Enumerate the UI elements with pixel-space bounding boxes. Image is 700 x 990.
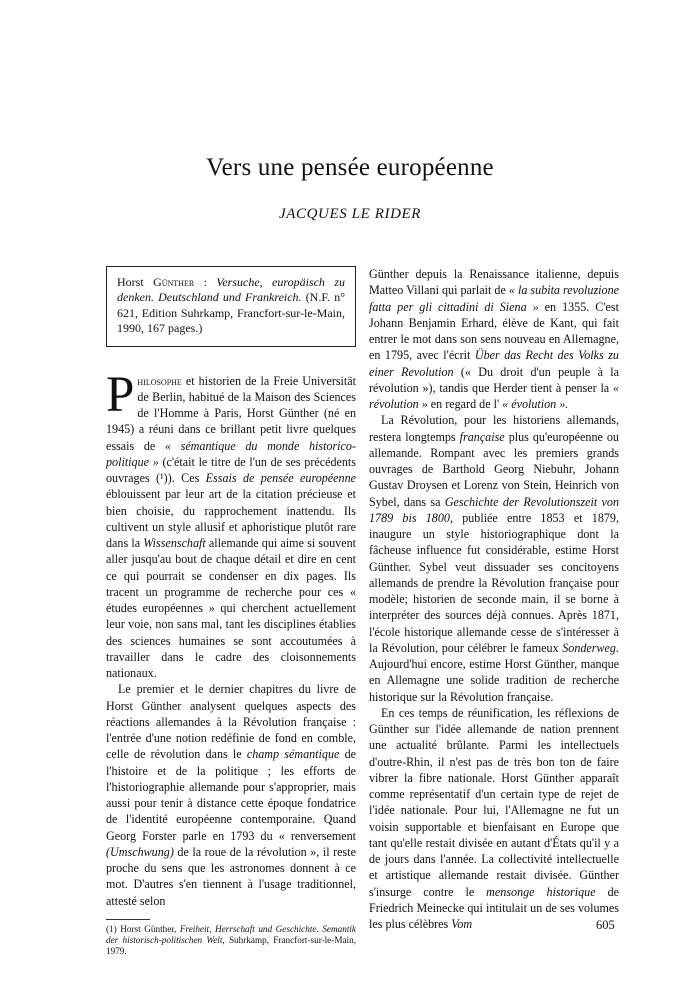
- paragraph: La Révolution, pour les historiens allemands, restera longtemps française plus qu'européenne ou allemande. Rompant avec les premiers grands ouvrages de Barthold Georg Niebuhr, Johann Gustav Droysen et Lorenz von Stein, Heinrich von Sybel, dans sa Geschichte der Revolutionszeit von 1789 bis 1800, publiée entre 1853 et 1879, inaugure un style historiographique dont la fâcheuse influence fut considérable, estime Horst Günther. Sybel veut dissuader ses concitoyens allemands de prendre la Révolution française pour modèle; historien de seconde main, il se borne à interpréter des sources déjà connues. Après 1871, l'école historique allemande cesse de s'intéresser à la Révolution, pour célébrer le fameux Sonderweg. Aujourd'hui encore, estime Horst Günther, manque en Allemagne une solide tradition de recherche historique sur la Révolution française.: [369, 413, 619, 704]
- left-column: [106, 266, 356, 957]
- paragraph: Philosophe et historien de la Freie Universität de Berlin, habitué de la Maison des Sciences de l'Homme à Paris, Horst Günther (né en 1945) a réuni dans ce brillant petit livre quelques essais de « sémantique du monde historico-politique » (c'était le titre de l'un de ses précédents ouvrages (¹)). Ces Essais de pensée européenne éblouissent par leur art de la citation précieuse et bien choisie, du rapprochement inattendu. Ils cultivent un style allusif et aphoristique plutôt rare dans la Wissenschaft allemande qui aime si souvent aller jusqu'au bout de chaque détail et dire en cent ce qui pourrait se condenser en dix pages. Ils tracent un programme de recherche pour ces « études européennes » qui cherchent actuellement leur voie, non sans mal, tant les disciplines établies des sciences humaines se sont accoutumées à travailler dans le cadre des cloisonnements nationaux.: [106, 366, 356, 681]
- right-column: [369, 266, 619, 932]
- article-title: Vers une pensée européenne: [206, 154, 494, 181]
- paragraph: Le premier et le dernier chapitres du livre de Horst Günther analysent quelques aspects des réactions allemandes à la Révolution française : l'entrée d'une notion redéfinie de fond en comble, celle de révolution dans le champ sémantique de l'histoire et de la politique ; les efforts de l'historiographie allemande pour s'approprier, mais aussi pour tenir à distance cette époque fondatrice de l'identité européenne contemporaine. Quand Georg Forster parle en 1793 du « renversement (Umschwung) de la roue de la révolution », il reste proche du sens que les astronomes donnent à ce mot. D'autres s'en tiennent à l'usage traditionnel, attesté selon: [106, 682, 356, 908]
- paragraph: En ces temps de réunification, les réflexions de Günther sur l'idée allemande de nation prennent une actualité brûlante. Parmi les intellectuels d'outre-Rhin, il n'est pas de très bon ton de faire vibrer la fibre nationale. Horst Günther apparaît comme représentatif d'un certain type de rejet de l'idée nationale. Pour lui, l'Allemagne ne fut un voisin supportable et bienfaisant en Europe que tant qu'elle restait divisée en autant d'États qu'il y a de jours dans l'année. La collectivité intellectuelle et artistique allemande restait divisée. Günther s'insurge contre le mensonge historique de Friedrich Meinecke qui intitulait un de ses volumes les plus célèbres Vom: [369, 705, 619, 931]
- article-author: JACQUES LE RIDER: [278, 206, 422, 222]
- book-reference: Horst Günther : Versuche, europäisch zu denken. Deutschland und Frankreich. (N.F. n° 621, Edition Suhrkamp, Francfort-sur-le-Main, 1990, 167 pages.): [117, 275, 345, 336]
- footnote: (1) Horst Günther, Freiheit, Herrschaft und Geschichte. Semantik der historisch-politischen Welt, Suhrkamp, Francfort-sur-le-Main, 1979.: [106, 923, 357, 956]
- paragraph: Günther depuis la Renaissance italienne, depuis Matteo Villani qui parlait de « la subita revoluzione fatta per gli cittadini di Siena » en 1355. C'est Johann Benjamin Erhard, élève de Kant, qui fait entrer le mot dans son sens nouveau en Allemagne, en 1795, avec l'écrit Über das Recht des Volks zu einer Revolution (« Du droit d'un peuple à la révolution »), tandis que Herder tient à penser la « révolution » en regard de l' « évolution ».: [369, 267, 619, 411]
- book-reference-box: [106, 266, 356, 347]
- page-number: 605: [596, 918, 615, 932]
- footnote-divider: [106, 919, 150, 920]
- drop-cap: P: [106, 366, 135, 423]
